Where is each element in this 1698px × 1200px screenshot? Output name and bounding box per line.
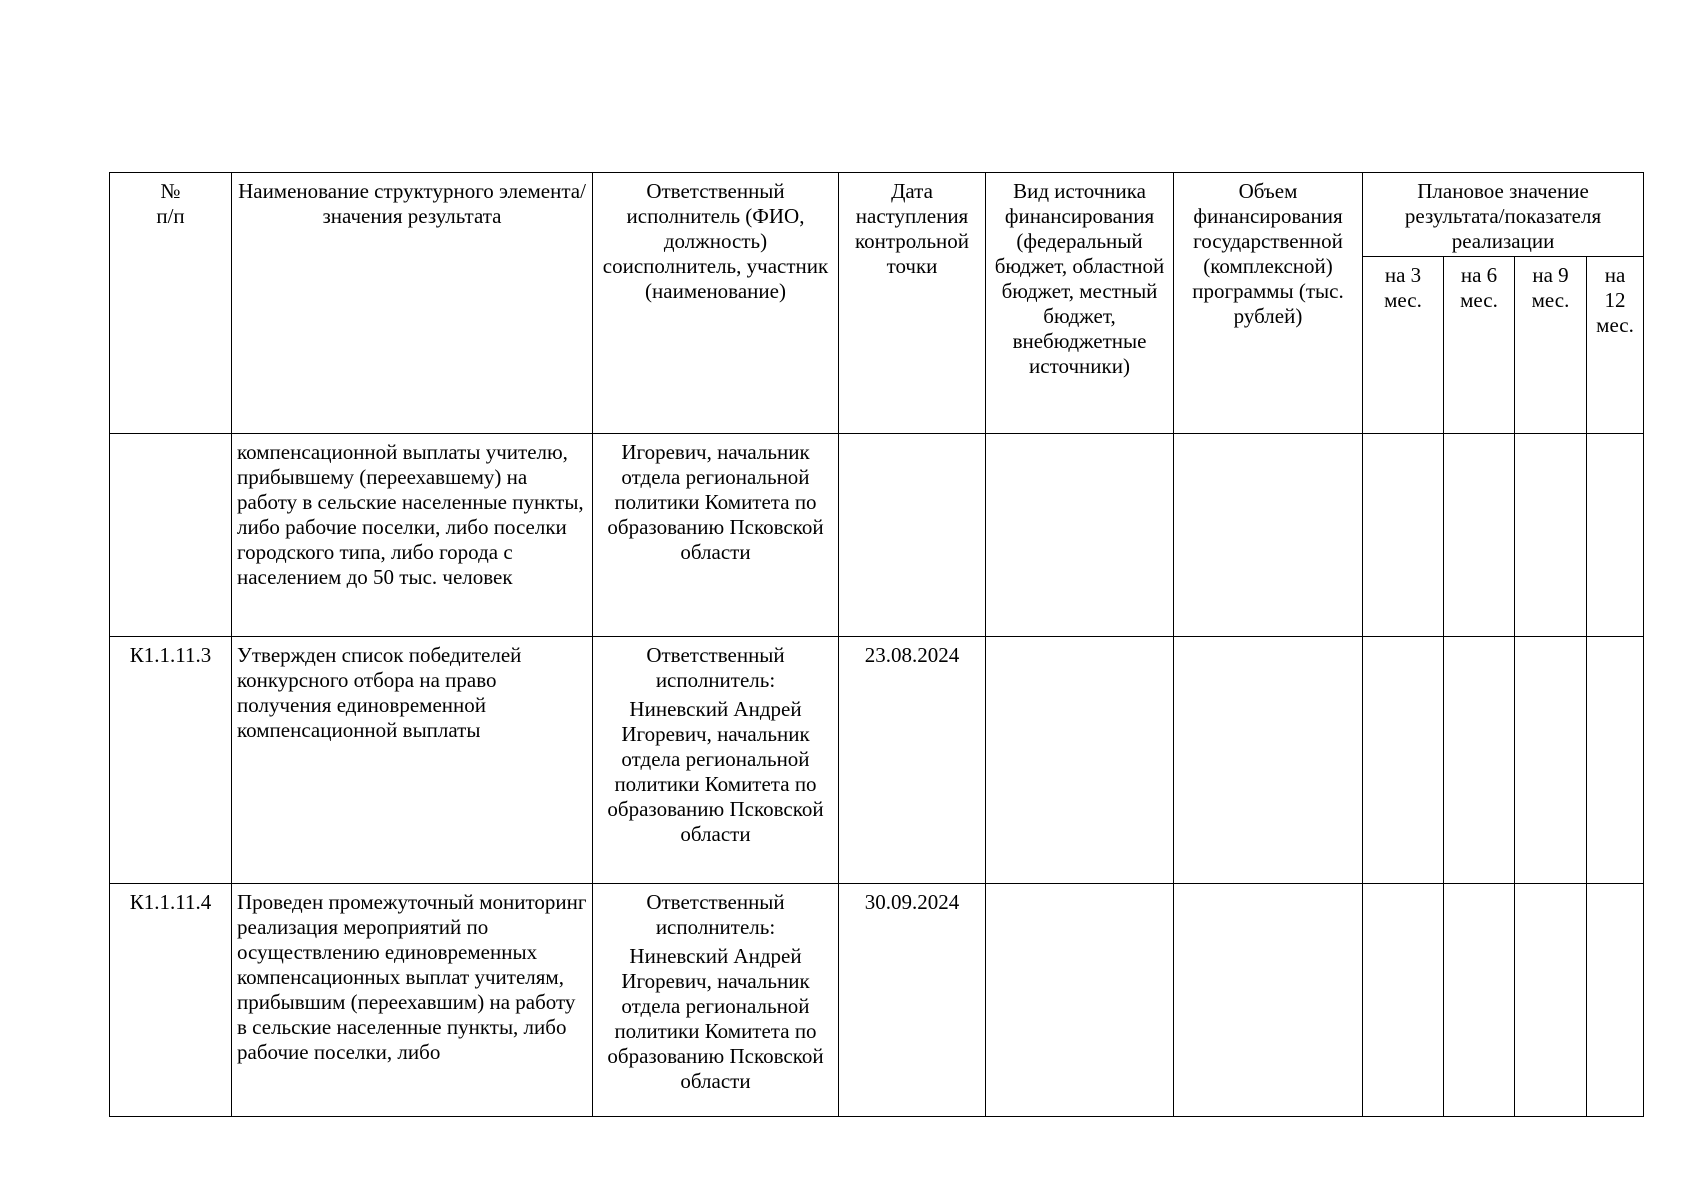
row-executor bbox=[593, 884, 839, 1117]
header-m6: на 6 мес. bbox=[1444, 257, 1515, 434]
header-name: Наименование структурного элемента/ значения результата bbox=[232, 173, 593, 434]
header-planned: Плановое значение результата/показателя реализации bbox=[1363, 173, 1644, 257]
row-executor-label: Ответственный исполнитель: bbox=[646, 643, 785, 692]
header-date: Дата наступления контрольной точки bbox=[839, 173, 986, 434]
header-m12: на 12 мес. bbox=[1587, 257, 1644, 434]
row-volume bbox=[1174, 884, 1363, 1117]
row-source bbox=[986, 884, 1174, 1117]
row-m6 bbox=[1444, 637, 1515, 884]
header-source: Вид источника финансирования (федеральный бюджет, областной бюджет, местный бюджет, внебюджетные источники) bbox=[986, 173, 1174, 434]
row-num: К1.1.11.3 bbox=[110, 637, 232, 884]
row-date: 30.09.2024 bbox=[839, 884, 986, 1117]
row-name: Утвержден список победителей конкурсного отбора на право получения единовременной компенсационной выплаты bbox=[232, 637, 593, 884]
table-row bbox=[110, 884, 1644, 1117]
row-m3 bbox=[1363, 884, 1444, 1117]
row-m3 bbox=[1363, 637, 1444, 884]
header-m3: на 3 мес. bbox=[1363, 257, 1444, 434]
row-executor-label: Ответственный исполнитель: bbox=[646, 890, 785, 939]
row-date: 23.08.2024 bbox=[839, 637, 986, 884]
row-executor-text: Ниневский Андрей Игоревич, начальник отдела региональной политики Комитета по образованию Псковской области bbox=[607, 697, 824, 846]
row-executor bbox=[593, 637, 839, 884]
header-m9: на 9 мес. bbox=[1515, 257, 1587, 434]
row-executor-text: Ниневский Андрей Игоревич, начальник отдела региональной политики Комитета по образованию Псковской области bbox=[607, 944, 824, 1093]
row-m9 bbox=[1515, 434, 1587, 637]
table-row bbox=[110, 637, 1644, 884]
table-header-row bbox=[110, 173, 1644, 257]
row-m12 bbox=[1587, 884, 1644, 1117]
header-num: № п/п bbox=[110, 173, 232, 434]
table-row bbox=[110, 434, 1644, 637]
row-m3 bbox=[1363, 434, 1444, 637]
row-volume bbox=[1174, 434, 1363, 637]
row-num: К1.1.11.4 bbox=[110, 884, 232, 1117]
row-m12 bbox=[1587, 434, 1644, 637]
header-volume: Объем финансирования государственной (комплексной) программы (тыс. рублей) bbox=[1174, 173, 1363, 434]
plan-table bbox=[109, 172, 1644, 1117]
row-date bbox=[839, 434, 986, 637]
row-volume bbox=[1174, 637, 1363, 884]
row-m6 bbox=[1444, 884, 1515, 1117]
row-m9 bbox=[1515, 637, 1587, 884]
row-name: компенсационной выплаты учителю, прибывшему (переехавшему) на работу в сельские населенные пункты, либо рабочие поселки, либо поселки городского типа, либо города с населением до 50 тыс. человек bbox=[232, 434, 593, 637]
row-m12 bbox=[1587, 637, 1644, 884]
row-executor bbox=[593, 434, 839, 637]
row-num bbox=[110, 434, 232, 637]
row-source bbox=[986, 434, 1174, 637]
row-m6 bbox=[1444, 434, 1515, 637]
row-executor-text: Игоревич, начальник отдела региональной политики Комитета по образованию Псковской области bbox=[607, 440, 824, 564]
row-source bbox=[986, 637, 1174, 884]
header-executor: Ответственный исполнитель (ФИО, должность) соисполнитель, участник (наименование) bbox=[593, 173, 839, 434]
row-name: Проведен промежуточный мониторинг реализация мероприятий по осуществлению единовременных компенсационных выплат учителям, прибывшим (переехавшим) на работу в сельские населенные пункты, либо рабочие поселки, либо bbox=[232, 884, 593, 1117]
row-m9 bbox=[1515, 884, 1587, 1117]
